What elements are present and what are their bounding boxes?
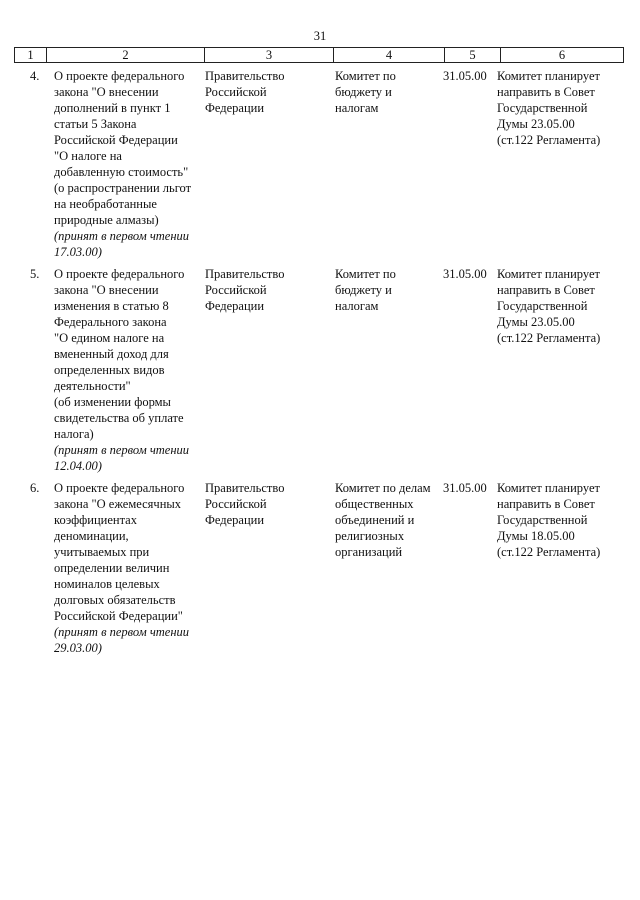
table-header: [14, 47, 624, 63]
bill-title: [54, 68, 204, 260]
bill-title-text: О проекте федерального закона "О внесении изменения в статью 8 Федерального закона "О едином налоге на вмененный доход для определенных видов деятельности" (об изменении формы свидетельства об уплате налога): [54, 267, 185, 441]
date: 31.05.00: [443, 481, 487, 495]
bill-title-text: О проекте федерального закона "О ежемесячных коэффициентах деноминации, учитываемых при определении величин номиналов целевых долговых обязательств Российской Федерации": [54, 481, 185, 623]
header-col-2: 2: [47, 48, 205, 62]
author: Правительство Российской Федерации: [205, 481, 285, 527]
author: Правительство Российской Федерации: [205, 69, 285, 115]
committee: Комитет по делам общественных объединений и религиозных организаций: [335, 481, 431, 559]
committee: Комитет по бюджету и налогам: [335, 267, 396, 313]
bill-title: [54, 266, 204, 474]
bill-title-text: О проекте федерального закона "О внесении дополнений в пункт 1 статьи 5 Закона Российской Федерации "О налоге на добавленную стоимость" (о распространении льгот на необработанные природные алмазы): [54, 69, 192, 227]
header-col-4: 4: [334, 48, 445, 62]
reading-note: (принят в первом чтении 17.03.00): [54, 229, 190, 259]
header-col-1: 1: [15, 48, 47, 62]
row-number: 4.: [30, 69, 40, 83]
date: 31.05.00: [443, 267, 487, 281]
plan: Комитет планирует направить в Совет Государственной Думы 23.05.00 (ст.122 Регламента): [497, 267, 601, 345]
row-number: 5.: [30, 267, 40, 281]
reading-note: (принят в первом чтении 29.03.00): [54, 625, 190, 655]
row-number: 6.: [30, 481, 40, 495]
plan: Комитет планирует направить в Совет Государственной Думы 23.05.00 (ст.122 Регламента): [497, 69, 601, 147]
plan: Комитет планирует направить в Совет Государственной Думы 18.05.00 (ст.122 Регламента): [497, 481, 601, 559]
committee: Комитет по бюджету и налогам: [335, 69, 396, 115]
reading-note: (принят в первом чтении 12.04.00): [54, 443, 190, 473]
date: 31.05.00: [443, 69, 487, 83]
header-col-5: 5: [445, 48, 501, 62]
page-number: 31: [313, 29, 327, 43]
header-col-3: 3: [205, 48, 334, 62]
bill-title: [54, 480, 204, 656]
header-col-6: 6: [558, 48, 566, 62]
author: Правительство Российской Федерации: [205, 267, 285, 313]
